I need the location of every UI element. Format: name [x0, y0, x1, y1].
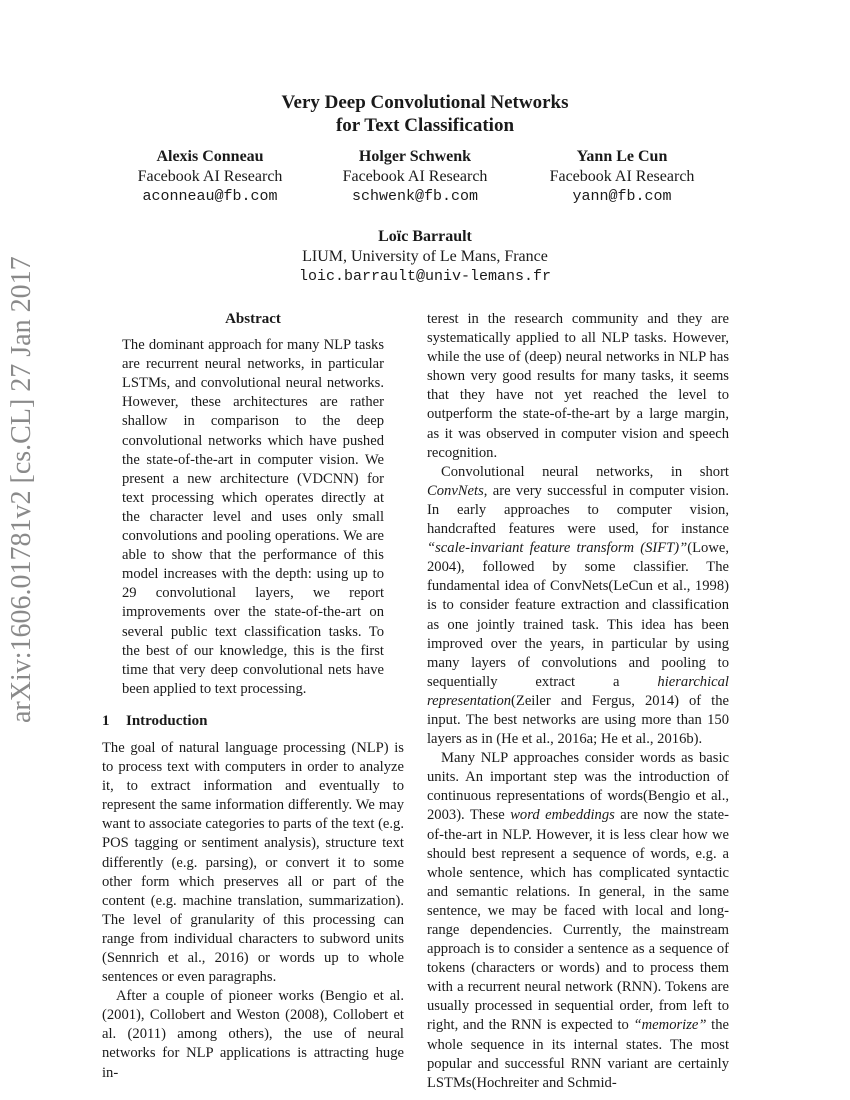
title-line-2: for Text Classification [335, 115, 515, 136]
author-email: loic.barrault@univ-lemans.fr [298, 268, 552, 285]
author-email: schwenk@fb.com [351, 188, 479, 205]
section-number: 1 [102, 712, 110, 729]
author-name: Alexis Conneau [156, 148, 264, 165]
emphasis-text: “scale-invariant feature transform (SIFT)” [427, 540, 688, 557]
text-run: (Lowe, 2004), followed by some classifier. The fundamental idea of ConvNets(LeCun et al., 1998) is to consider feature extraction and classification as one jointly trained task. This idea has been improved over the years, in particular by using many layers of convolutions and pooling to sequentially extract a [427, 540, 729, 690]
emphasis-text: ConvNets [427, 482, 484, 499]
text-run: Many NLP approaches consider words as basic units. An important step was the introduction of continuous representations of words(Bengio et al., 2003). These [427, 750, 729, 824]
emphasis-text: “memorize” [633, 1017, 707, 1034]
author-email: aconneau@fb.com [142, 188, 278, 205]
intro-paragraph-2: After a couple of pioneer works (Bengio et al. (2001), Collobert and Weston (2008), Collobert et al. (2011) among others), the use of neural networks for NLP applications is attracting huge in- [102, 988, 404, 1081]
text-run: the whole sequence in its internal states. The most popular and successful RNN variant are certainly LSTMs(Hochreiter and Schmid- [427, 1017, 729, 1091]
author-block [305, 147, 525, 207]
author-block [512, 147, 732, 207]
section-heading [102, 712, 404, 731]
author-name: Holger Schwenk [358, 148, 472, 165]
author-affiliation: Facebook AI Research [137, 168, 283, 185]
right-column [427, 310, 729, 1093]
text-run: , are very successful in computer vision. In early approaches to computer vision, handcrafted features were used, for instance [427, 482, 729, 538]
title-line-1: Very Deep Convolutional Networks [281, 92, 569, 113]
text-run: are now the state-of-the-art in NLP. However, it is less clear how we should best represent a sequence of words, e.g. a whole sentence, which has complicated syntactic and semantic relations. In general, in the same sentence, we may be faced with local and long-range dependencies. Currently, the mainstream approach is to consider a sentence as a sequence of tokens (characters or words) and to process them with a recurrent neural network (RNN). Tokens are usually processed in sequential order, from left to right, and the RNN is expected to [427, 807, 730, 1034]
arxiv-identifier-stamp: arXiv:1606.01781v2 [cs.CL] 27 Jan 2017 [6, 256, 37, 723]
abstract-heading: Abstract [225, 311, 281, 327]
body-paragraph [427, 749, 729, 1093]
author-affiliation: Facebook AI Research [549, 168, 695, 185]
left-column [102, 310, 404, 1083]
body-paragraph [427, 463, 729, 749]
author-block [245, 227, 605, 287]
author-affiliation: LIUM, University of Le Mans, France [302, 248, 548, 265]
emphasis-text: word embeddings [510, 807, 615, 824]
author-block [100, 147, 320, 207]
author-affiliation: Facebook AI Research [342, 168, 488, 185]
section-title: Introduction [126, 712, 208, 729]
text-run: Convolutional neural networks, in short [441, 463, 729, 480]
author-name: Loïc Barrault [378, 228, 472, 245]
author-email: yann@fb.com [572, 188, 672, 205]
emphasis-text: hierarchical representation [427, 673, 729, 709]
body-paragraph: terest in the research community and they are systematically applied to all NLP tasks. However, while the use of (deep) neural networks in NLP has shown very good results for many tasks, it seems that they have not yet reached the level to outperform the state-of-the-art by a large margin, as it was observed in computer vision and speech recognition. [427, 311, 729, 461]
paper-title [0, 91, 850, 137]
text-run: (Zeiler and Fergus, 2014) of the input. The best networks are using more than 150 layers as in (He et al., 2016a; He et al., 2016b). [427, 692, 729, 748]
abstract-body: The dominant approach for many NLP tasks are recurrent neural networks, in particular LSTMs, and convolutional neural networks. However, these architectures are rather shallow in comparison to the deep convolutional networks which have pushed the state-of-the-art in computer vision. We present a new architecture (VDCNN) for text processing which operates directly at the character level and uses only small convolutions and pooling operations. We are able to show that the performance of this model increases with the depth: using up to 29 convolutional layers, we report improvements over the state-of-the-art on several public text classification tasks. To the best of our knowledge, this is the first time that very deep convolutional nets have been applied to text processing. [122, 337, 384, 697]
author-name: Yann Le Cun [576, 148, 668, 165]
intro-paragraph-1: The goal of natural language processing (NLP) is to process text with computers in order to analyze it, to extract information and eventually to represent the same information differently. We may want to associate categories to parts of the text (e.g. POS tagging or sentiment analysis), structure text differently (e.g. parsing), or convert it to some other form which preserves all or part of the content (e.g. machine translation, summarization). The level of granularity of this processing can range from individual characters to subword units (Sennrich et al., 2016) or words up to whole sentences or even paragraphs. [102, 739, 404, 986]
